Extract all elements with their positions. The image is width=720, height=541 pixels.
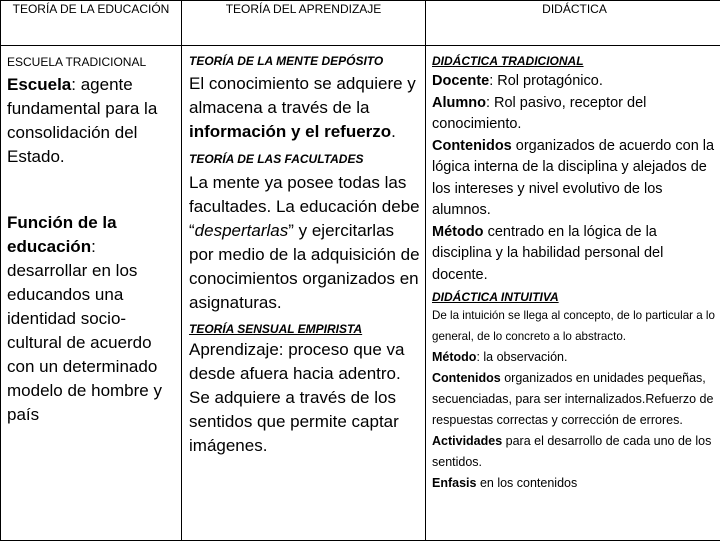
section-escuela-tradicional: ESCUELA TRADICIONAL <box>7 54 176 70</box>
text-actividades: para el desarrollo de cada uno de los sentidos. <box>432 434 711 469</box>
label-docente: Docente <box>432 73 489 89</box>
text-docente: : Rol protagónico. <box>489 73 603 89</box>
header-row <box>1 1 720 46</box>
paragraph-docente <box>432 71 719 93</box>
label-metodo-2: Método <box>432 350 476 364</box>
label-escuela: Escuela <box>7 75 71 94</box>
paragraph-metodo <box>432 222 719 287</box>
cell-teoria-aprendizaje <box>182 46 426 541</box>
text-contenidos-2: organizados en unidades pequeñas, secuenciadas, para ser internalizados.Refuerzo de respuestas correctas y corrección de errores. <box>432 371 713 427</box>
text-facultades-a: La mente ya posee todas las facultades. La educación debe “ <box>189 173 420 240</box>
text-mente-end: . <box>391 122 396 141</box>
text-facultades-b: ” y ejercitarlas por medio de la adquisición de conocimientos organizados en asignaturas. <box>189 221 420 312</box>
header-teoria-educacion: TEORÍA DE LA EDUCACIÓN <box>1 1 182 46</box>
label-actividades: Actividades <box>432 434 502 448</box>
text-funcion: : desarrollar en los educandos una identidad socio-cultural de acuerdo con un determinado modelo de hombre y país <box>7 237 162 424</box>
paragraph-facultades <box>189 171 420 315</box>
paragraph-sensual-empirista: Aprendizaje: proceso que va desde afuera hacia adentro. Se adquiere a través de los sentidos que permite captar imágenes. <box>189 338 420 458</box>
section-facultades: TEORÍA DE LAS FACULTADES <box>189 151 420 167</box>
label-enfasis: Enfasis <box>432 476 476 490</box>
text-enfasis: en los contenidos <box>476 476 577 490</box>
text-escuela: : agente fundamental para la consolidación del Estado. <box>7 75 157 166</box>
header-teoria-aprendizaje: TEORÍA DEL APRENDIZAJE <box>182 1 426 46</box>
cell-teoria-educacion <box>1 46 182 541</box>
italic-despertarlas: despertarlas <box>195 221 289 240</box>
paragraph-contenidos-2 <box>432 368 719 431</box>
header-didactica: DIDÁCTICA <box>426 1 720 46</box>
paragraph-escuela <box>7 73 176 169</box>
section-didactica-tradicional: DIDÁCTICA TRADICIONAL <box>432 53 719 69</box>
content-row <box>1 46 720 541</box>
paragraph-alumno <box>432 93 719 136</box>
section-sensual-empirista: TEORÍA SENSUAL EMPIRISTA <box>189 321 420 337</box>
bold-informacion: información y el refuerzo <box>189 122 391 141</box>
paragraph-enfasis <box>432 473 719 494</box>
text-metodo: centrado en la lógica de la disciplina y la habilidad personal del docente. <box>432 224 663 283</box>
cell-didactica <box>426 46 720 541</box>
text-metodo-2: : la observación. <box>476 350 567 364</box>
paragraph-intuicion: De la intuición se llega al concepto, de lo particular a lo general, de lo concreto a lo abstracto. <box>432 306 719 347</box>
paragraph-contenidos <box>432 136 719 222</box>
paragraph-funcion <box>7 211 176 427</box>
label-contenidos: Contenidos <box>432 138 512 154</box>
paragraph-actividades <box>432 431 719 473</box>
text-mente-deposito: El conocimiento se adquiere y almacena a través de la <box>189 74 416 117</box>
text-contenidos: organizados de acuerdo con la lógica interna de la disciplina y alejados de los intereses y nivel evolutivo de los alumnos. <box>432 138 714 219</box>
label-contenidos-2: Contenidos <box>432 371 501 385</box>
paragraph-mente-deposito <box>189 72 420 144</box>
paragraph-metodo-observacion <box>432 347 719 368</box>
section-mente-deposito: TEORÍA DE LA MENTE DEPÓSITO <box>189 53 420 69</box>
label-metodo: Método <box>432 224 484 240</box>
label-funcion: Función de la educación <box>7 213 117 256</box>
label-alumno: Alumno <box>432 95 486 111</box>
text-alumno: : Rol pasivo, receptor del conocimiento. <box>432 95 646 133</box>
section-didactica-intuitiva: DIDÁCTICA INTUITIVA <box>432 289 719 305</box>
